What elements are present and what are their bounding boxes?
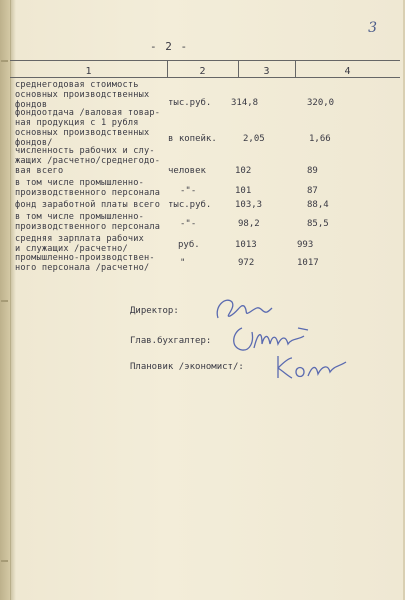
row-value-col4: 1017 (297, 258, 319, 268)
row-value-col3: 98,2 (238, 219, 260, 229)
row-value-col4: 88,4 (307, 200, 329, 210)
row-value-col3: 101 (235, 186, 252, 196)
column-header-4: 4 (344, 66, 351, 77)
row-value-col3: 314,8 (231, 98, 259, 108)
row-value-col3: 102 (235, 166, 252, 176)
row-unit: " (180, 258, 186, 268)
row-value-col4: 993 (297, 240, 314, 250)
binding-mark (1, 300, 8, 302)
binding-edge (0, 0, 10, 600)
row-label-industrial-staff: в том числе промышленно- производственного персонала (15, 178, 161, 198)
row-value-col3: 1013 (235, 240, 257, 250)
row-label-payroll-fund: фонд заработной платы всего (15, 200, 161, 210)
archive-page-number: 3 (368, 20, 377, 36)
binding-mark (1, 60, 8, 62)
binding-mark (1, 560, 8, 562)
column-header-1: 1 (85, 66, 92, 77)
row-value-col3: 972 (238, 258, 255, 268)
row-value-col4: 87 (307, 186, 318, 196)
director-label: Директор: (130, 306, 179, 316)
row-unit: в копейк. (168, 134, 217, 144)
row-value-col3: 103,3 (235, 200, 263, 210)
row-unit: человек (168, 166, 206, 176)
column-header-3: 3 (263, 66, 270, 77)
row-value-col4: 85,5 (307, 219, 329, 229)
row-label-industrial-payroll: в том числе промышленно- производственного персонала (15, 212, 161, 232)
row-label-industrial-salary: промышленно-производствен- ного персонала /расчетно/ (15, 253, 155, 273)
row-unit: руб. (178, 240, 200, 250)
row-unit: -"- (180, 186, 197, 196)
page-number: - 2 - (150, 40, 189, 53)
row-value-col4: 1,66 (309, 134, 331, 144)
header-bottom-rule (10, 77, 400, 78)
planner-label: Плановик /экономист/: (130, 362, 244, 372)
row-value-col3: 2,05 (243, 134, 265, 144)
planner-signature (272, 348, 352, 384)
row-label-avg-salary: средняя зарплата рабочих и служащих /расчетно/ (15, 234, 144, 254)
row-unit: тыс.руб. (168, 200, 212, 210)
row-value-col4: 320,0 (307, 98, 335, 108)
row-label-headcount: численность рабочих и слу- жащих /расчетно/среднегодо- вая всего (15, 146, 161, 176)
row-unit: -"- (180, 219, 197, 229)
row-label-capital-productivity: фондоотдача /валовая товар- ная продукция с 1 рубля основных производственных фондов/ (15, 108, 161, 148)
document-page (10, 0, 403, 600)
table-top-rule (10, 60, 400, 61)
row-label-avg-fixed-assets: среднегодовая стоимость основных производственных фондов (15, 80, 150, 110)
column-header-2: 2 (199, 66, 206, 77)
chief-accountant-label: Глав.бухгалтер: (130, 336, 212, 346)
row-value-col4: 89 (307, 166, 318, 176)
row-unit: тыс.руб. (168, 98, 212, 108)
